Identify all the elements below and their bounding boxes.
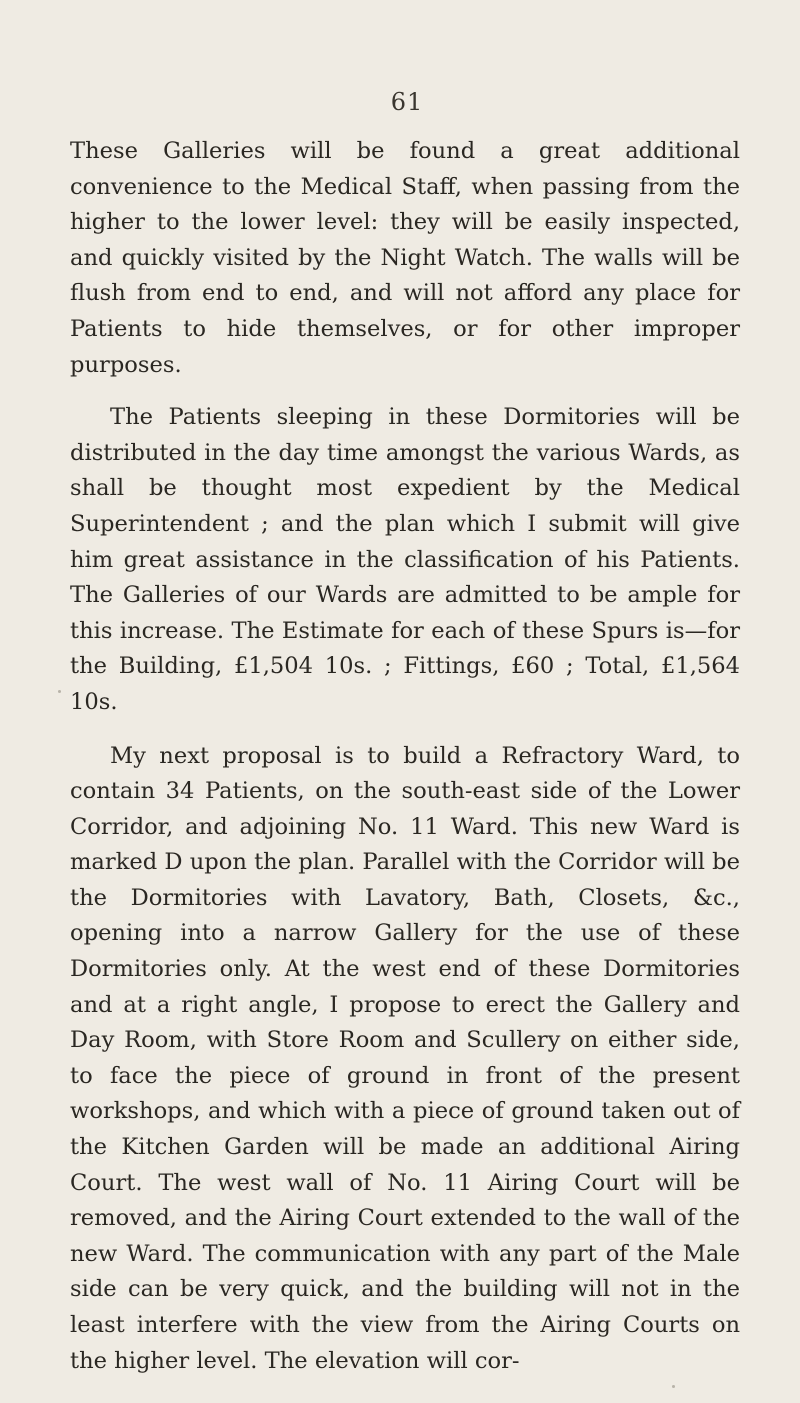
- paragraph-3: My next proposal is to build a Refractory Ward, to contain 34 Patients, on the south-east side of the Lower Corridor, and adjoining No. 11 Ward. This new Ward is marked D upon the plan. Parallel with the Corridor will be the Dormitories with Lavatory, Bath, Closets, &c., opening into a narrow Gallery for the use of these Dormitories only. At the west end of these Dormitories and at a right angle, I propose to erect the Gallery and Day Room, with Store Room and Scullery on either side, to face the piece of ground in front of the present workshops, and which with a piece of ground taken out of the Kitchen Garden will be made an additional Airing Court. The west wall of No. 11 Airing Court will be removed, and the Airing Court extended to the wall of the new Ward. The communication with any part of the Male side can be very quick, and the building will not in the least interfere with the view from the Airing Courts on the higher level. The elevation will cor-: [70, 742, 740, 1374]
- page-number: 61: [390, 88, 424, 116]
- body-text: [70, 134, 740, 1379]
- paragraph-2: The Patients sleeping in these Dormitories will be distributed in the day time amongst the various Wards, as shall be thought most expedient by the Medical Superintendent ; and the plan which I submit will give him great assistance in the classification of his Patients. The Galleries of our Wards are admitted to be ample for this increase. The Estimate for each of these Spurs is—for the Building, £1,504 10s. ; Fittings, £60 ; Total, £1,564 10s.: [70, 404, 740, 715]
- paragraph-1: These Galleries will be found a great additional convenience to the Medical Staff, when passing from the higher to the lower level: they will be easily inspected, and quickly visited by the Night Watch. The walls will be flush from end to end, and will not afford any place for Patients to hide themselves, or for other improper purposes.: [70, 138, 740, 378]
- paper-speck: [58, 690, 61, 693]
- paper-speck: [672, 1385, 675, 1388]
